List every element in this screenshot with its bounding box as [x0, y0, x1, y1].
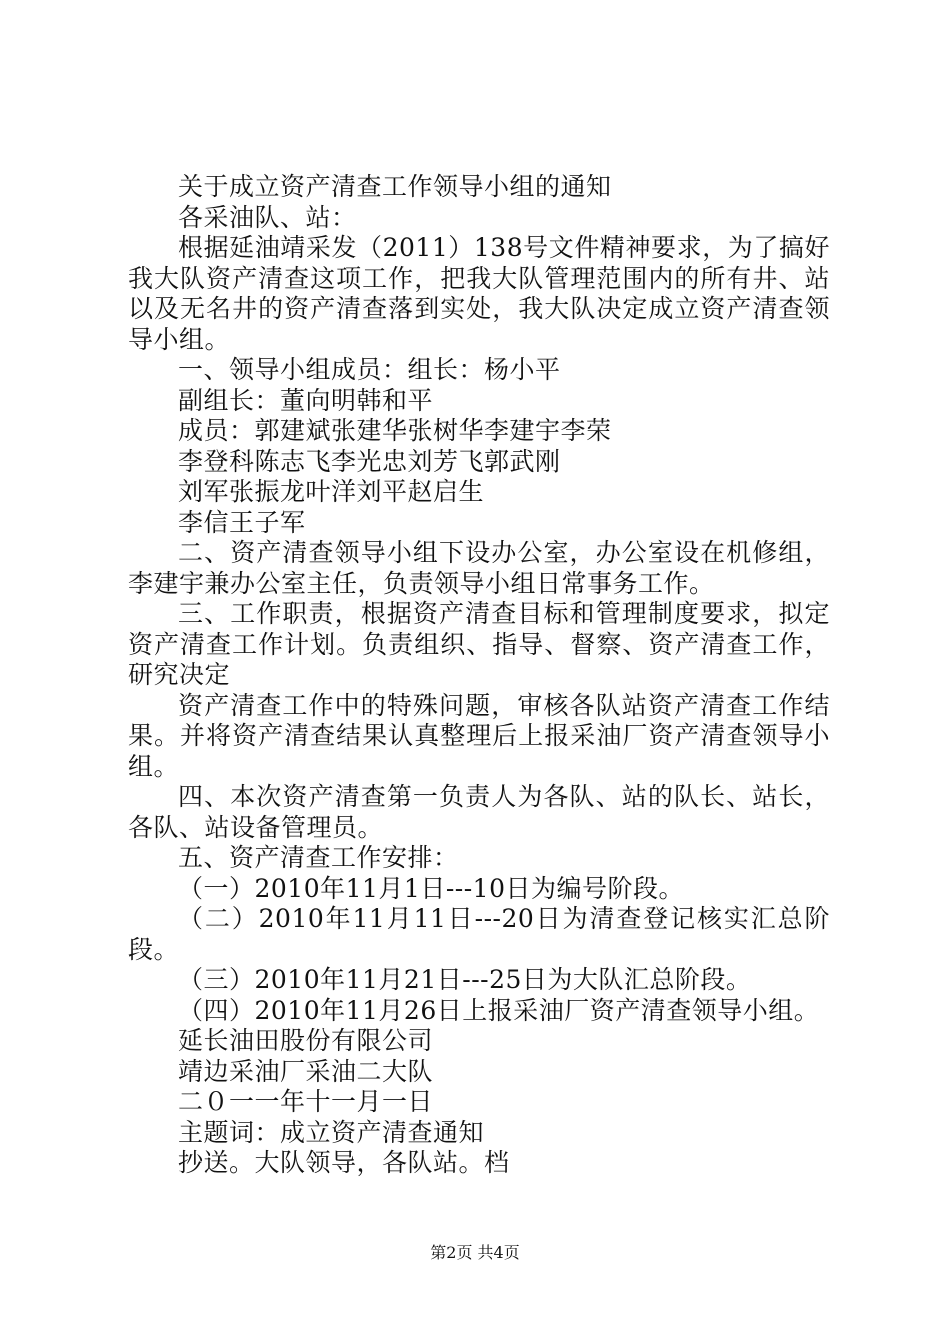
schedule-item-3: （三）2010年11月21日---25日为大队汇总阶段。	[178, 965, 752, 994]
issuer-unit: 靖边采油厂采油二大队	[178, 1056, 434, 1086]
copy-to: 抄送。大队领导，各队站。档	[178, 1148, 510, 1177]
document-body	[128, 172, 830, 1179]
schedule-item-2: （二）2010年11月11日---20日为清查登记核实汇总阶段。	[128, 904, 830, 964]
section-3-paragraph: 三、工作职责，根据资产清查目标和管理制度要求，拟定资产清查工作计划。负责组织、指导、督察、资产清查工作，研究决定	[128, 599, 830, 689]
section-5-heading: 五、资产清查工作安排：	[178, 843, 459, 872]
issue-date: 二０一一年十一月一日	[178, 1087, 434, 1116]
section-3-continued: 资产清查工作中的特殊问题，审核各队站资产清查工作结果。并将资产清查结果认真整理后上报采油厂资产清查领导小组。	[128, 690, 830, 781]
members-line-1: 成员：郭建斌张建华张树华李建宇李荣	[178, 416, 612, 445]
issuer-company: 延长油田股份有限公司	[178, 1026, 434, 1055]
section-1-heading: 一、领导小组成员：组长：杨小平	[178, 355, 561, 384]
addressee: 各采油队、站：	[178, 202, 357, 232]
members-line-2: 李登科陈志飞李光忠刘芳飞郭武刚	[178, 446, 561, 476]
notice-title: 关于成立资产清查工作领导小组的通知	[178, 172, 612, 201]
members-line-4: 李信王子军	[178, 507, 306, 537]
schedule-item-4: （四）2010年11月26日上报采油厂资产清查领导小组。	[178, 995, 820, 1025]
intro-paragraph: 根据延油靖采发（2011）138号文件精神要求，为了搞好我大队资产清查这项工作，把我大队管理范围内的所有井、站以及无名井的资产清查落到实处，我大队决定成立资产清查领导小组。	[128, 233, 830, 354]
deputy-leaders: 副组长：董向明韩和平	[178, 385, 434, 415]
page-number-footer: 第2页 共4页	[430, 1243, 520, 1262]
members-line-3: 刘军张振龙叶洋刘平赵启生	[178, 477, 485, 506]
subject-keywords: 主题词：成立资产清查通知	[178, 1117, 485, 1147]
section-4-paragraph: 四、本次资产清查第一负责人为各队、站的队长、站长，各队、站设备管理员。	[128, 782, 830, 842]
section-2-paragraph: 二、资产清查领导小组下设办公室，办公室设在机修组，李建宇兼办公室主任，负责领导小组日常事务工作。	[128, 538, 830, 598]
schedule-item-1: （一）2010年11月1日---10日为编号阶段。	[178, 873, 684, 903]
